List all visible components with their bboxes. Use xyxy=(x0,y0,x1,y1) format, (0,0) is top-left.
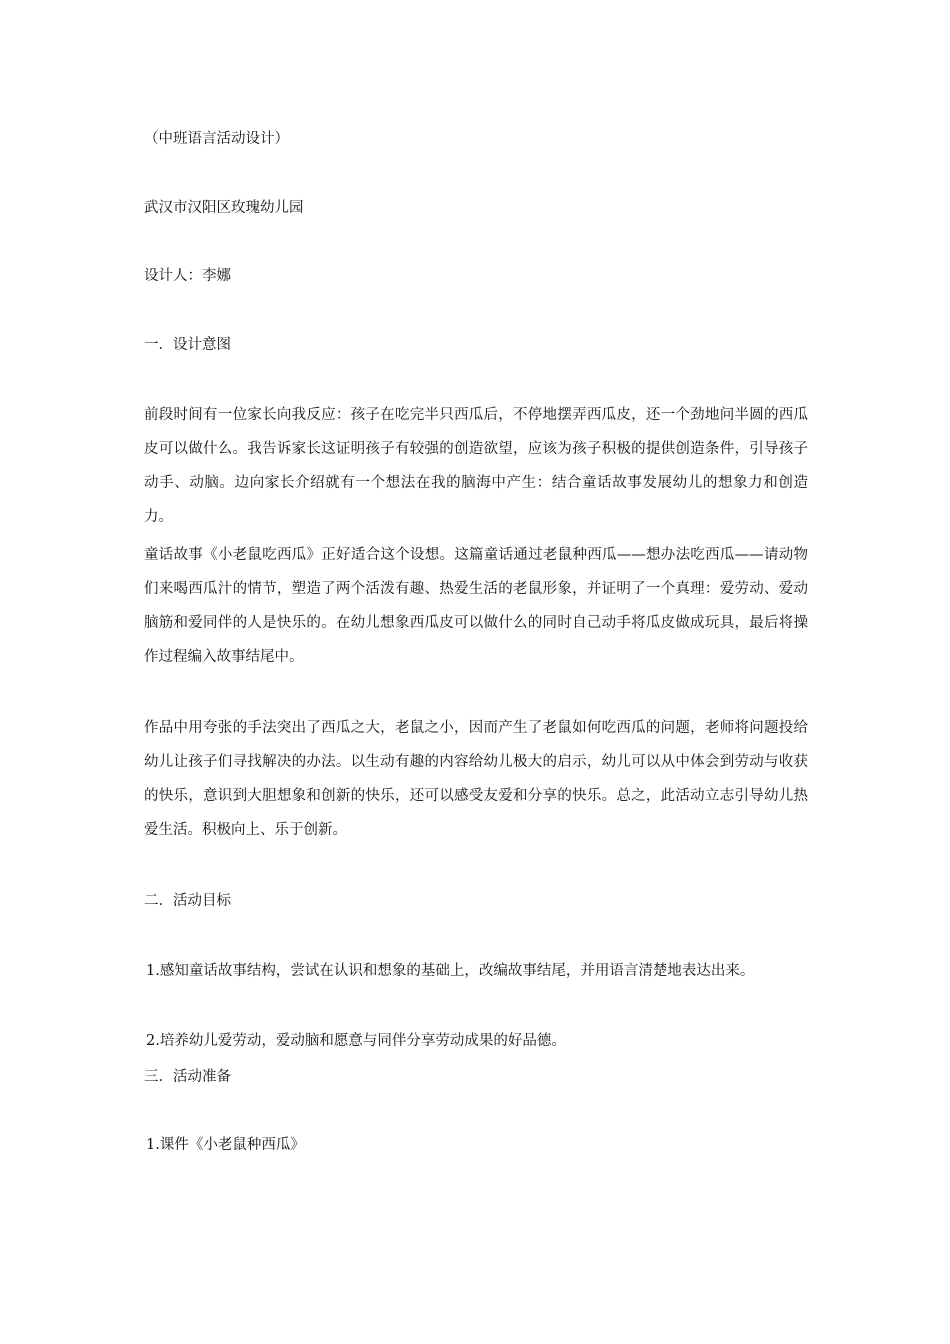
document-subtitle: （中班语言活动设计） xyxy=(144,131,289,147)
preparation-item: 1.课件《小老鼠种西瓜》 xyxy=(146,1137,305,1153)
paragraph: 前段时间有一位家长向我反应：孩子在吃完半只西瓜后，不停地摆弄西瓜皮，还一个劲地问半圆的西瓜皮可以做什么。我告诉家长这证明孩子有较强的创造欲望，应该为孩子积极的提供创造条件，引导孩子动手、动脑。边向家长介绍就有一个想法在我的脑海中产生：结合童话故事发展幼儿的想象力和创造力。 xyxy=(144,407,808,525)
designer-line: 设计人：李娜 xyxy=(144,268,231,284)
goal-item: 2.培养幼儿爱劳动，爱动脑和愿意与同伴分享劳动成果的好品德。 xyxy=(146,1033,566,1049)
section-heading-design-intent: 一．设计意图 xyxy=(144,337,231,353)
paragraph: 童话故事《小老鼠吃西瓜》正好适合这个设想。这篇童话通过老鼠种西瓜——想办法吃西瓜——请动物们来喝西瓜汁的情节，塑造了两个活泼有趣、热爱生活的老鼠形象，并证明了一个真理：爱劳动、爱动脑筋和爱同伴的人是快乐的。在幼儿想象西瓜皮可以做什么的同时自己动手将瓜皮做成玩具，最后将操作过程编入故事结尾中。 xyxy=(144,547,808,665)
school-name: 武汉市汉阳区玫瑰幼儿园 xyxy=(144,200,304,216)
section-heading-activity-goals: 二．活动目标 xyxy=(144,893,231,909)
section-heading-activity-preparation: 三．活动准备 xyxy=(144,1069,231,1085)
paragraph: 作品中用夸张的手法突出了西瓜之大，老鼠之小，因而产生了老鼠如何吃西瓜的问题，老师将问题投给幼儿让孩子们寻找解决的办法。以生动有趣的内容给幼儿极大的启示，幼儿可以从中体会到劳动与收获的快乐，意识到大胆想象和创新的快乐，还可以感受友爱和分享的快乐。总之，此活动立志引导幼儿热爱生活。积极向上、乐于创新。 xyxy=(144,720,808,838)
goal-item: 1.感知童话故事结构，尝试在认识和想象的基础上，改编故事结尾，并用语言清楚地表达出来。 xyxy=(146,963,755,979)
